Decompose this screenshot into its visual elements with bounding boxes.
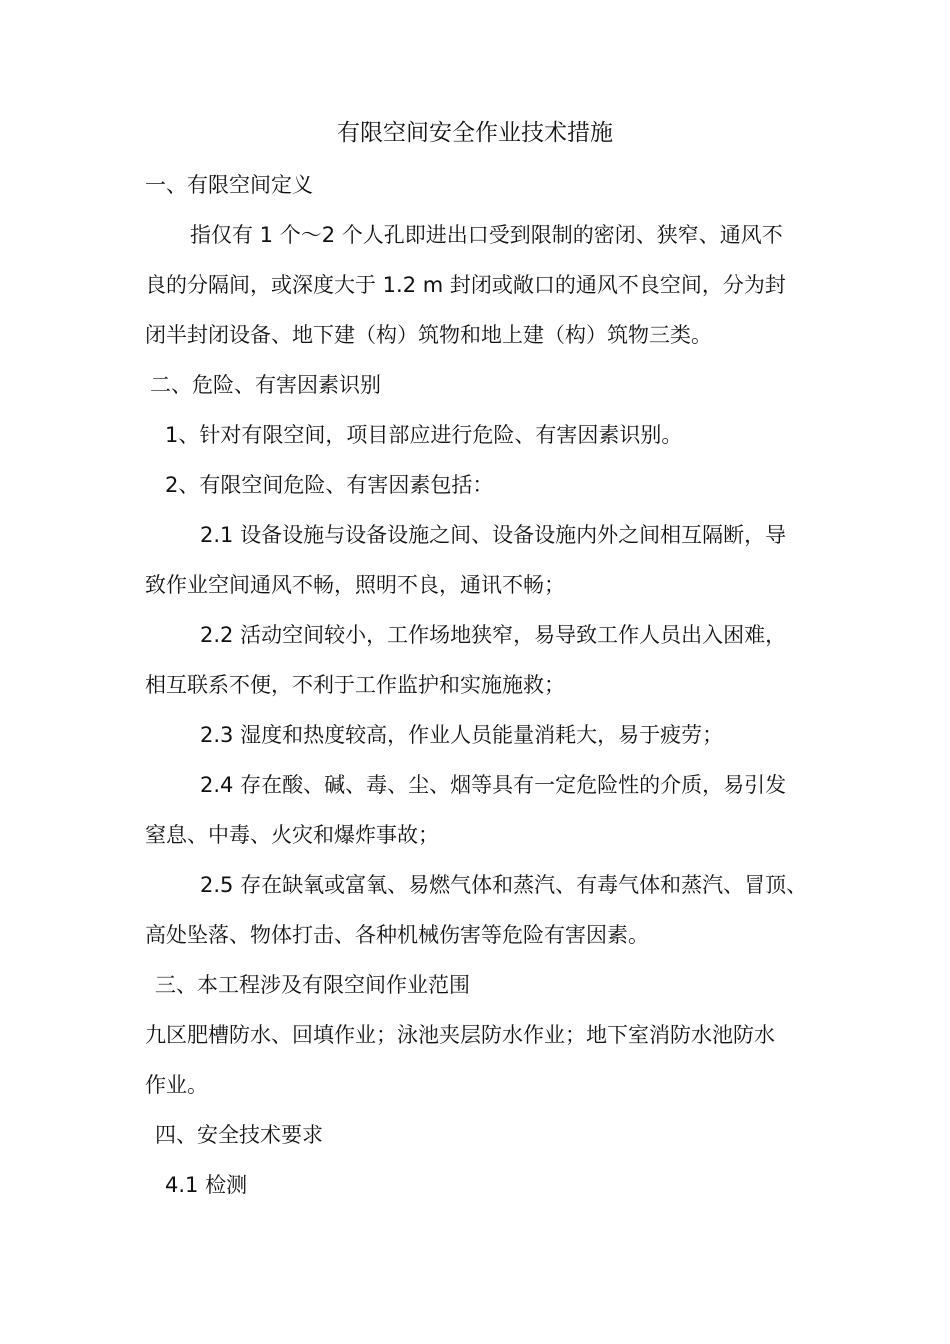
item-2-1-line-2: 致作业空间通风不畅，照明不良，通讯不畅； <box>145 573 565 597</box>
item-2-4-line-2: 窒息、中毒、火灾和爆炸事故； <box>145 823 439 847</box>
item-2-2-line-1: 2.2 活动空间较小，工作场地狭窄，易导致工作人员出入困难， <box>200 623 787 647</box>
section-2-item-1: 1、针对有限空间，项目部应进行危险、有害因素识别。 <box>165 423 683 447</box>
section-4-subheading-4-1: 4.1 检测 <box>165 1173 248 1197</box>
section-1-paragraph-line-1: 指仅有 1 个～2 个人孔即进出口受到限制的密闭、狭窄、通风不 <box>190 223 783 247</box>
section-1-paragraph-line-2: 良的分隔间，或深度大于 1.2 m 封闭或敞口的通风不良空间，分为封 <box>145 273 786 297</box>
item-2-3-line-1: 2.3 湿度和热度较高，作业人员能量消耗大，易于疲劳； <box>200 723 724 747</box>
section-4-heading: 四、安全技术要求 <box>155 1123 323 1147</box>
section-3-paragraph-line-1: 九区肥槽防水、回填作业；泳池夹层防水作业；地下室消防水池防水 <box>145 1023 775 1047</box>
section-2-item-2: 2、有限空间危险、有害因素包括： <box>165 473 494 497</box>
item-2-1-line-1: 2.1 设备设施与设备设施之间、设备设施内外之间相互隔断，导 <box>200 523 787 547</box>
document-title: 有限空间安全作业技术措施 <box>337 120 613 146</box>
section-1-heading: 一、有限空间定义 <box>145 173 313 197</box>
section-1-paragraph-line-3: 闭半封闭设备、地下建（构）筑物和地上建（构）筑物三类。 <box>145 323 712 347</box>
item-2-5-line-2: 高处坠落、物体打击、各种机械伤害等危险有害因素。 <box>145 923 649 947</box>
section-2-heading: 二、危险、有害因素识别 <box>150 373 381 397</box>
section-3-heading: 三、本工程涉及有限空间作业范围 <box>155 973 470 997</box>
section-3-paragraph-line-2: 作业。 <box>145 1073 208 1097</box>
item-2-4-line-1: 2.4 存在酸、碱、毒、尘、烟等具有一定危险性的介质，易引发 <box>200 773 787 797</box>
item-2-5-line-1: 2.5 存在缺氧或富氧、易燃气体和蒸汽、有毒气体和蒸汽、冒顶、 <box>200 873 808 897</box>
item-2-2-line-2: 相互联系不便，不利于工作监护和实施施救； <box>145 673 565 697</box>
